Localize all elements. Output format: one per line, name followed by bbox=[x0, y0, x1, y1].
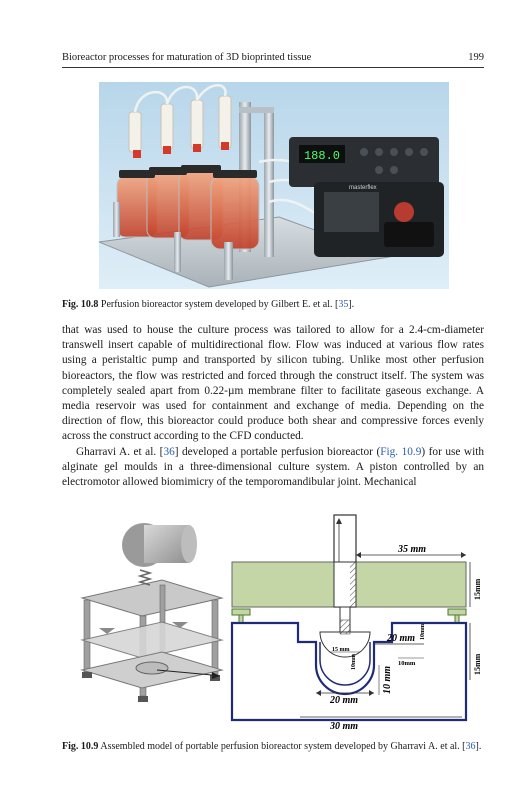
caption-end: ]. bbox=[348, 299, 355, 310]
dim-20mm-bottom: 20 mm bbox=[330, 695, 359, 706]
running-title: Bioreactor processes for maturation of 3D bioprinted tissue bbox=[62, 52, 312, 63]
paragraph-1: that was used to house the culture process was tailored to allow for a 2.4-cm-diameter transwell insert capable of multidirectional flow. Flow was induced at various flow rates using a peristaltic pump and transported by silicon tubing. Unlike most other perfusion bioreactors, the flow was restricted and forced through the construct itself. The system was completely sealed apart from 0.22-µm membrane filter to facilitate gaseous exchange. A media reservoir was used for containment and exchange of media. Depending on the direction of flow, this bioreactor could produce both shear and compressive forces evenly across the construct according to the CFD conducted. bbox=[62, 324, 484, 443]
dim-30mm: 30 mm bbox=[330, 721, 359, 732]
figure-10-8-photo bbox=[99, 82, 449, 289]
caption-text: Assembled model of portable perfusion bioreactor system developed by Gharravi A. et al. [ bbox=[100, 741, 466, 752]
display-readout: 188.0 bbox=[303, 149, 341, 163]
caption-end: ]. bbox=[475, 741, 482, 752]
page-number: 199 bbox=[468, 52, 484, 63]
p2-text-b: ] developed a portable perfusion bioreactor ( bbox=[174, 445, 381, 458]
figure-10-9 bbox=[62, 510, 484, 732]
citation-link-35[interactable]: 35 bbox=[338, 299, 349, 310]
dim-10mm-vertical: 10 mm bbox=[382, 665, 393, 694]
dim-10mm-small2: 10mm bbox=[351, 654, 357, 670]
dim-10mm-right: 10mm bbox=[398, 660, 416, 667]
caption-label: Fig. 10.9 bbox=[62, 741, 99, 752]
p2-text-a: Gharravi A. et al. [ bbox=[76, 445, 164, 458]
running-header bbox=[62, 51, 484, 65]
header-rule bbox=[62, 67, 484, 68]
citation-link-36[interactable]: 36 bbox=[465, 741, 476, 752]
dim-15mm-right2: 15mm bbox=[473, 653, 482, 675]
body-text bbox=[62, 323, 484, 490]
figure-10-8-caption bbox=[62, 298, 484, 311]
p2-text-c: ) for use with alginate gel moulds in a three-dimensional culture system. A piston controlled by an electromotor allowed biomimicry of the temporomandibular joint. Mechanical bbox=[62, 445, 484, 489]
dim-15mm-right: 15mm bbox=[473, 578, 482, 600]
caption-text: Perfusion bioreactor system developed by Gilbert E. et al. [ bbox=[100, 299, 339, 310]
citation-link-36[interactable]: 36 bbox=[163, 445, 175, 458]
dim-15mm-small: 15 mm bbox=[332, 647, 350, 653]
paragraph-2 bbox=[62, 445, 484, 491]
caption-label: Fig. 10.8 bbox=[62, 299, 99, 310]
dim-35mm: 35 mm bbox=[398, 544, 427, 555]
dim-20mm-mid: 20 mm bbox=[387, 633, 416, 644]
figure-link-10-9[interactable]: Fig. 10.9 bbox=[380, 445, 422, 458]
pump-brand-label: masterflex bbox=[349, 185, 377, 191]
dim-10mm-small: 10mm bbox=[420, 624, 426, 640]
figure-10-9-caption bbox=[62, 740, 484, 753]
